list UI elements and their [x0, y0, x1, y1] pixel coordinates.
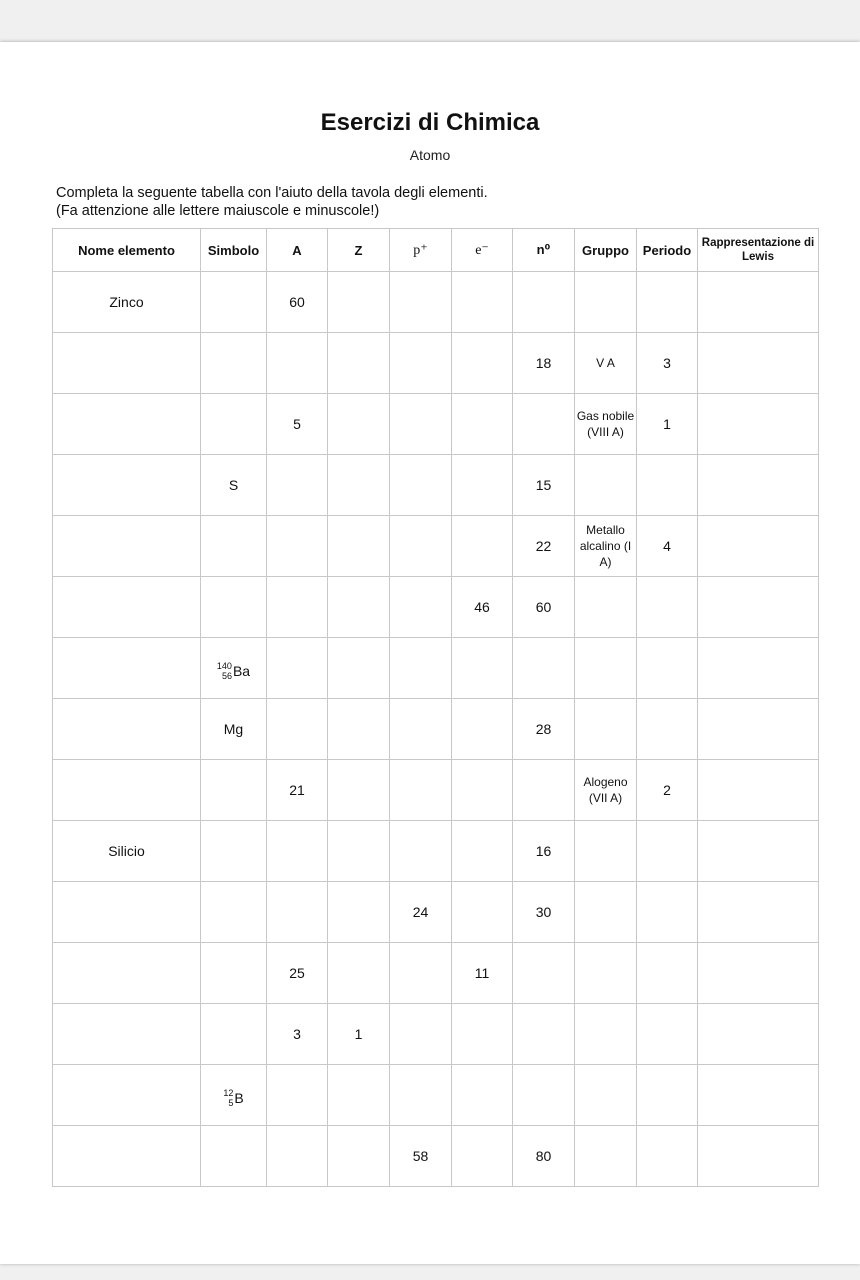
cell-gruppo[interactable]	[575, 882, 637, 943]
cell-protoni[interactable]	[390, 394, 452, 455]
cell-neutroni[interactable]: 16	[513, 821, 575, 882]
cell-periodo[interactable]	[637, 882, 698, 943]
cell-lewis[interactable]	[698, 1004, 819, 1065]
cell-simbolo[interactable]	[201, 1126, 267, 1187]
cell-protoni[interactable]	[390, 943, 452, 1004]
table-row	[53, 272, 819, 333]
cell-elettroni[interactable]	[452, 1004, 513, 1065]
cell-elettroni[interactable]	[452, 638, 513, 699]
header-z: Z	[328, 229, 390, 272]
cell-protoni[interactable]	[390, 577, 452, 638]
cell-nome[interactable]	[53, 1065, 201, 1126]
cell-nome[interactable]: Zinco	[53, 272, 201, 333]
cell-z[interactable]	[328, 1065, 390, 1126]
cell-protoni[interactable]	[390, 272, 452, 333]
header-neutrons: n⁰	[513, 229, 575, 272]
cell-neutroni[interactable]: 22	[513, 516, 575, 577]
cell-nome[interactable]	[53, 1004, 201, 1065]
cell-nome[interactable]	[53, 699, 201, 760]
cell-a[interactable]: 60	[267, 272, 328, 333]
cell-protoni[interactable]	[390, 760, 452, 821]
table-row	[53, 394, 819, 455]
cell-elettroni[interactable]	[452, 760, 513, 821]
cell-simbolo[interactable]	[201, 516, 267, 577]
cell-gruppo[interactable]	[575, 699, 637, 760]
cell-a[interactable]	[267, 882, 328, 943]
cell-neutroni[interactable]	[513, 760, 575, 821]
cell-lewis[interactable]	[698, 943, 819, 1004]
cell-protoni[interactable]	[390, 455, 452, 516]
cell-z[interactable]	[328, 394, 390, 455]
cell-a[interactable]: 25	[267, 943, 328, 1004]
cell-simbolo[interactable]: Mg	[201, 699, 267, 760]
cell-lewis[interactable]	[698, 577, 819, 638]
cell-z[interactable]	[328, 943, 390, 1004]
cell-nome[interactable]	[53, 516, 201, 577]
cell-elettroni[interactable]	[452, 699, 513, 760]
cell-gruppo[interactable]	[575, 1065, 637, 1126]
cell-a[interactable]	[267, 821, 328, 882]
cell-protoni[interactable]	[390, 333, 452, 394]
cell-nome[interactable]	[53, 1126, 201, 1187]
table-row	[53, 1065, 819, 1126]
cell-neutroni[interactable]: 30	[513, 882, 575, 943]
cell-elettroni[interactable]	[452, 1126, 513, 1187]
cell-periodo[interactable]: 1	[637, 394, 698, 455]
cell-a[interactable]	[267, 455, 328, 516]
cell-neutroni[interactable]	[513, 1065, 575, 1126]
atomic-number: 56	[221, 670, 232, 681]
cell-periodo[interactable]	[637, 638, 698, 699]
table-row	[53, 1004, 819, 1065]
table-row	[53, 577, 819, 638]
cell-nome[interactable]	[53, 455, 201, 516]
mass-number: 12	[223, 1087, 234, 1098]
table-row	[53, 699, 819, 760]
cell-a[interactable]	[267, 638, 328, 699]
mass-number: 140	[216, 660, 232, 671]
cell-elettroni[interactable]	[452, 272, 513, 333]
cell-a[interactable]	[267, 516, 328, 577]
header-simbolo: Simbolo	[201, 229, 267, 272]
cell-neutroni[interactable]: 18	[513, 333, 575, 394]
cell-lewis[interactable]	[698, 455, 819, 516]
cell-a[interactable]	[267, 1065, 328, 1126]
cell-periodo[interactable]	[637, 943, 698, 1004]
table-header-row	[53, 229, 819, 272]
cell-neutroni[interactable]: 28	[513, 699, 575, 760]
cell-periodo[interactable]	[637, 272, 698, 333]
cell-periodo[interactable]: 2	[637, 760, 698, 821]
cell-nome[interactable]	[53, 394, 201, 455]
cell-elettroni[interactable]	[452, 455, 513, 516]
cell-protoni[interactable]	[390, 821, 452, 882]
cell-z[interactable]	[328, 699, 390, 760]
cell-simbolo[interactable]	[201, 882, 267, 943]
header-electrons: e⁻	[452, 229, 513, 272]
cell-protoni[interactable]	[390, 1065, 452, 1126]
cell-elettroni[interactable]	[452, 394, 513, 455]
cell-lewis[interactable]	[698, 272, 819, 333]
header-protons: p⁺	[390, 229, 452, 272]
cell-periodo[interactable]: 4	[637, 516, 698, 577]
cell-periodo[interactable]	[637, 1126, 698, 1187]
element-symbol: B	[234, 1089, 244, 1106]
cell-lewis[interactable]	[698, 882, 819, 943]
cell-z[interactable]	[328, 516, 390, 577]
cell-neutroni[interactable]: 60	[513, 577, 575, 638]
page-title: Esercizi di Chimica	[320, 109, 540, 136]
instruction-line: Completa la seguente tabella con l'aiuto della tavola degli elementi.	[56, 185, 488, 201]
cell-gruppo[interactable]	[575, 455, 637, 516]
header-gruppo: Gruppo	[575, 229, 637, 272]
cell-z[interactable]	[328, 882, 390, 943]
elements-table	[52, 228, 819, 1187]
cell-protoni[interactable]	[390, 699, 452, 760]
cell-gruppo[interactable]: Gas nobile (VIII A)	[575, 394, 637, 455]
cell-protoni[interactable]: 58	[390, 1126, 452, 1187]
cell-simbolo[interactable]: S	[201, 455, 267, 516]
table-row	[53, 333, 819, 394]
cell-gruppo[interactable]	[575, 943, 637, 1004]
cell-z[interactable]	[328, 272, 390, 333]
cell-simbolo[interactable]	[201, 333, 267, 394]
cell-periodo[interactable]	[637, 699, 698, 760]
cell-a[interactable]	[267, 1126, 328, 1187]
cell-gruppo[interactable]	[575, 638, 637, 699]
cell-gruppo[interactable]	[575, 272, 637, 333]
cell-lewis[interactable]	[698, 394, 819, 455]
cell-z[interactable]	[328, 821, 390, 882]
cell-neutroni[interactable]	[513, 272, 575, 333]
cell-elettroni[interactable]: 46	[452, 577, 513, 638]
atomic-number: 5	[228, 1097, 234, 1108]
cell-lewis[interactable]	[698, 760, 819, 821]
cell-gruppo[interactable]: Metallo alcalino (I A)	[575, 516, 637, 577]
cell-elettroni[interactable]	[452, 333, 513, 394]
cell-simbolo[interactable]	[201, 394, 267, 455]
table-row	[53, 516, 819, 577]
cell-lewis[interactable]	[698, 638, 819, 699]
instructions	[56, 184, 488, 220]
cell-periodo[interactable]	[637, 577, 698, 638]
cell-z[interactable]	[328, 1126, 390, 1187]
cell-simbolo[interactable]	[201, 577, 267, 638]
cell-z[interactable]: 1	[328, 1004, 390, 1065]
cell-simbolo[interactable]	[201, 638, 267, 699]
table-row	[53, 821, 819, 882]
cell-protoni[interactable]	[390, 516, 452, 577]
cell-simbolo[interactable]	[201, 1065, 267, 1126]
cell-periodo[interactable]	[637, 821, 698, 882]
cell-elettroni[interactable]	[452, 516, 513, 577]
cell-nome[interactable]	[53, 333, 201, 394]
cell-z[interactable]	[328, 638, 390, 699]
cell-gruppo[interactable]	[575, 821, 637, 882]
cell-lewis[interactable]	[698, 1126, 819, 1187]
cell-lewis[interactable]	[698, 821, 819, 882]
cell-a[interactable]: 21	[267, 760, 328, 821]
cell-nome[interactable]	[53, 760, 201, 821]
cell-z[interactable]	[328, 455, 390, 516]
header-a: A	[267, 229, 328, 272]
cell-elettroni[interactable]: 11	[452, 943, 513, 1004]
cell-periodo[interactable]	[637, 1065, 698, 1126]
header-lewis: Rappresentazione di Lewis	[698, 229, 819, 272]
header-nome-elemento: Nome elemento	[53, 229, 201, 272]
isotope-notation	[223, 1088, 243, 1108]
cell-nome[interactable]	[53, 943, 201, 1004]
cell-a[interactable]	[267, 333, 328, 394]
cell-neutroni[interactable]	[513, 1004, 575, 1065]
cell-neutroni[interactable]	[513, 394, 575, 455]
cell-lewis[interactable]	[698, 333, 819, 394]
cell-elettroni[interactable]	[452, 1065, 513, 1126]
table-row	[53, 455, 819, 516]
cell-simbolo[interactable]	[201, 760, 267, 821]
cell-a[interactable]: 3	[267, 1004, 328, 1065]
table-row	[53, 638, 819, 699]
cell-gruppo[interactable]: Alogeno (VII A)	[575, 760, 637, 821]
cell-a[interactable]: 5	[267, 394, 328, 455]
element-symbol: Ba	[232, 662, 251, 679]
cell-protoni[interactable]: 24	[390, 882, 452, 943]
cell-gruppo[interactable]	[575, 1004, 637, 1065]
instruction-line: (Fa attenzione alle lettere maiuscole e minuscole!)	[56, 203, 380, 219]
cell-neutroni[interactable]: 15	[513, 455, 575, 516]
cell-elettroni[interactable]	[452, 821, 513, 882]
cell-simbolo[interactable]	[201, 821, 267, 882]
cell-z[interactable]	[328, 577, 390, 638]
cell-neutroni[interactable]: 80	[513, 1126, 575, 1187]
cell-a[interactable]	[267, 577, 328, 638]
cell-lewis[interactable]	[698, 699, 819, 760]
cell-periodo[interactable]	[637, 1004, 698, 1065]
cell-protoni[interactable]	[390, 1004, 452, 1065]
cell-lewis[interactable]	[698, 516, 819, 577]
cell-periodo[interactable]: 3	[637, 333, 698, 394]
cell-elettroni[interactable]	[452, 882, 513, 943]
isotope-notation	[217, 661, 250, 681]
header-periodo: Periodo	[637, 229, 698, 272]
cell-neutroni[interactable]	[513, 638, 575, 699]
cell-nome[interactable]	[53, 638, 201, 699]
cell-simbolo[interactable]	[201, 943, 267, 1004]
table-row	[53, 943, 819, 1004]
cell-gruppo[interactable]: V A	[575, 333, 637, 394]
table-row	[53, 760, 819, 821]
cell-gruppo[interactable]	[575, 577, 637, 638]
cell-nome[interactable]	[53, 882, 201, 943]
cell-protoni[interactable]	[390, 638, 452, 699]
cell-z[interactable]	[328, 760, 390, 821]
cell-nome[interactable]	[53, 577, 201, 638]
table-row	[53, 882, 819, 943]
cell-simbolo[interactable]	[201, 1004, 267, 1065]
cell-periodo[interactable]	[637, 455, 698, 516]
cell-a[interactable]	[267, 699, 328, 760]
page-subtitle: Atomo	[409, 147, 451, 163]
cell-z[interactable]	[328, 333, 390, 394]
table-row	[53, 1126, 819, 1187]
cell-simbolo[interactable]	[201, 272, 267, 333]
cell-lewis[interactable]	[698, 1065, 819, 1126]
cell-nome[interactable]: Silicio	[53, 821, 201, 882]
document-page	[0, 42, 860, 1264]
cell-neutroni[interactable]	[513, 943, 575, 1004]
cell-gruppo[interactable]	[575, 1126, 637, 1187]
